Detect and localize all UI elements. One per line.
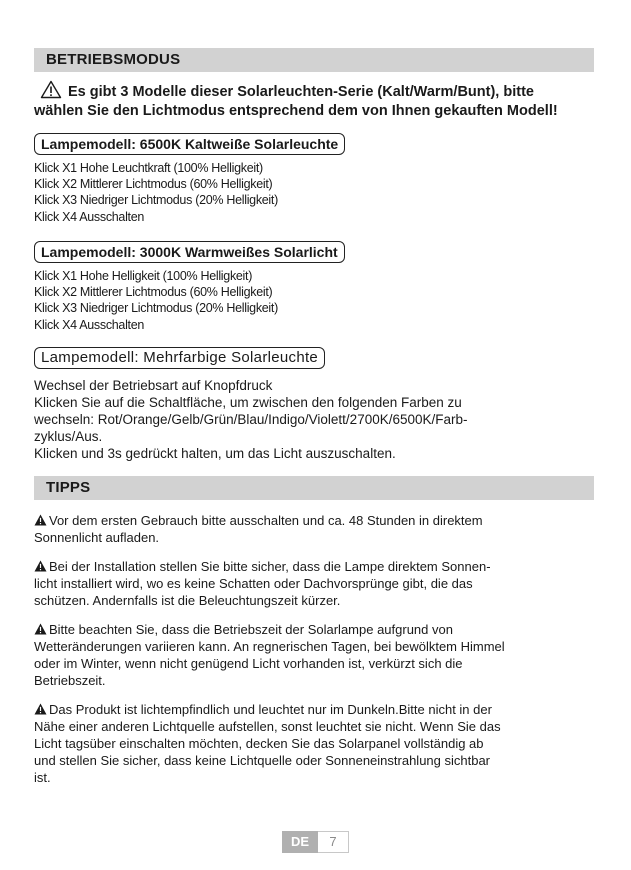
instruction-line: Klick X3 Niedriger Lichtmodus (20% Helligkeit): [34, 193, 278, 208]
instruction-line: wechseln: Rot/Orange/Gelb/Grün/Blau/Indigo/Violett/2700K/6500K/Farb-: [34, 412, 468, 427]
warning-filled-icon: [34, 623, 47, 635]
model-3000k-instructions: [34, 268, 278, 333]
warning-line-2: wählen Sie den Lichtmodus entsprechend dem von Ihnen gekauften Modell!: [34, 103, 558, 119]
instruction-line: Wechsel der Betriebsart auf Knopfdruck: [34, 378, 273, 393]
instruction-line: Klick X4 Ausschalten: [34, 209, 145, 224]
warning-filled-icon: [34, 514, 47, 526]
tip-item: Bei der Installation stellen Sie bitte sicher, dass die Lampe direktem Sonnen- licht installiert wird, wo es keine Schatten oder Dachvorsprünge gibt, die das schützen. Andernfalls ist die Beleuchtungszeit kürzer.: [34, 559, 491, 608]
instruction-line: Klick X4 Ausschalten: [34, 317, 145, 332]
instruction-line: Klick X1 Hohe Leuchtkraft (100% Helligkeit): [34, 161, 263, 175]
section-header-tipps: TIPPS: [34, 476, 594, 500]
tip-item: Bitte beachten Sie, dass die Betriebszeit der Solarlampe aufgrund von Wetteränderungen variieren kann. An regnerischen Tagen, bei bewölktem Himmel oder im Winter, wenn nicht genügend Licht vorhanden ist, verkürzt sich die Betriebszeit.: [34, 622, 505, 688]
instruction-line: Klick X2 Mittlerer Lichtmodus (60% Helligkeit): [34, 177, 273, 192]
model-6500k-instructions: [34, 160, 278, 225]
warning-filled-icon: [34, 703, 47, 715]
instruction-line: Klick X3 Niedriger Lichtmodus (20% Helligkeit): [34, 301, 278, 316]
model-multicolor-instructions: [34, 377, 594, 462]
language-badge: DE: [282, 831, 318, 853]
warning-triangle-icon: [40, 80, 62, 99]
warning-filled-icon: [34, 560, 47, 572]
model-title-6500k: Lampemodell: 6500K Kaltweiße Solarleuchte: [34, 133, 345, 155]
warning-notice: [34, 80, 604, 121]
model-title-3000k: Lampemodell: 3000K Warmweißes Solarlicht: [34, 241, 345, 263]
warning-line-1: Es gibt 3 Modelle dieser Solarleuchten-Serie (Kalt/Warm/Bunt), bitte: [68, 84, 534, 100]
page-number: 7: [318, 831, 349, 853]
tip-item: Das Produkt ist lichtempfindlich und leuchtet nur im Dunkeln.Bitte nicht in der Nähe einer anderen Lichtquelle aufstellen, sonst leuchtet sie nicht. Wenn Sie das Licht tagsüber einschalten möchten, decken Sie das Solarpanel vollständig ab und stellen Sie sicher, dass keine Lichtquelle oder Sonneneinstrahlung sichtbar ist.: [34, 702, 501, 785]
instruction-line: Klick X1 Hohe Helligkeit (100% Helligkeit): [34, 269, 253, 283]
instruction-line: Klicken Sie auf die Schaltfläche, um zwischen den folgenden Farben zu: [34, 395, 462, 410]
page-footer: [282, 831, 349, 853]
model-title-multicolor: Lampemodell: Mehrfarbige Solarleuchte: [34, 347, 325, 369]
instruction-line: zyklus/Aus.: [34, 429, 103, 444]
tip-item: Vor dem ersten Gebrauch bitte ausschalten und ca. 48 Stunden in direktem Sonnenlicht aufladen.: [34, 513, 483, 545]
section-header-betriebsmodus: BETRIEBSMODUS: [34, 48, 594, 72]
tips-list: [34, 512, 600, 798]
instruction-line: Klick X2 Mittlerer Lichtmodus (60% Helligkeit): [34, 285, 273, 300]
instruction-line: Klicken und 3s gedrückt halten, um das Licht auszuschalten.: [34, 446, 396, 461]
